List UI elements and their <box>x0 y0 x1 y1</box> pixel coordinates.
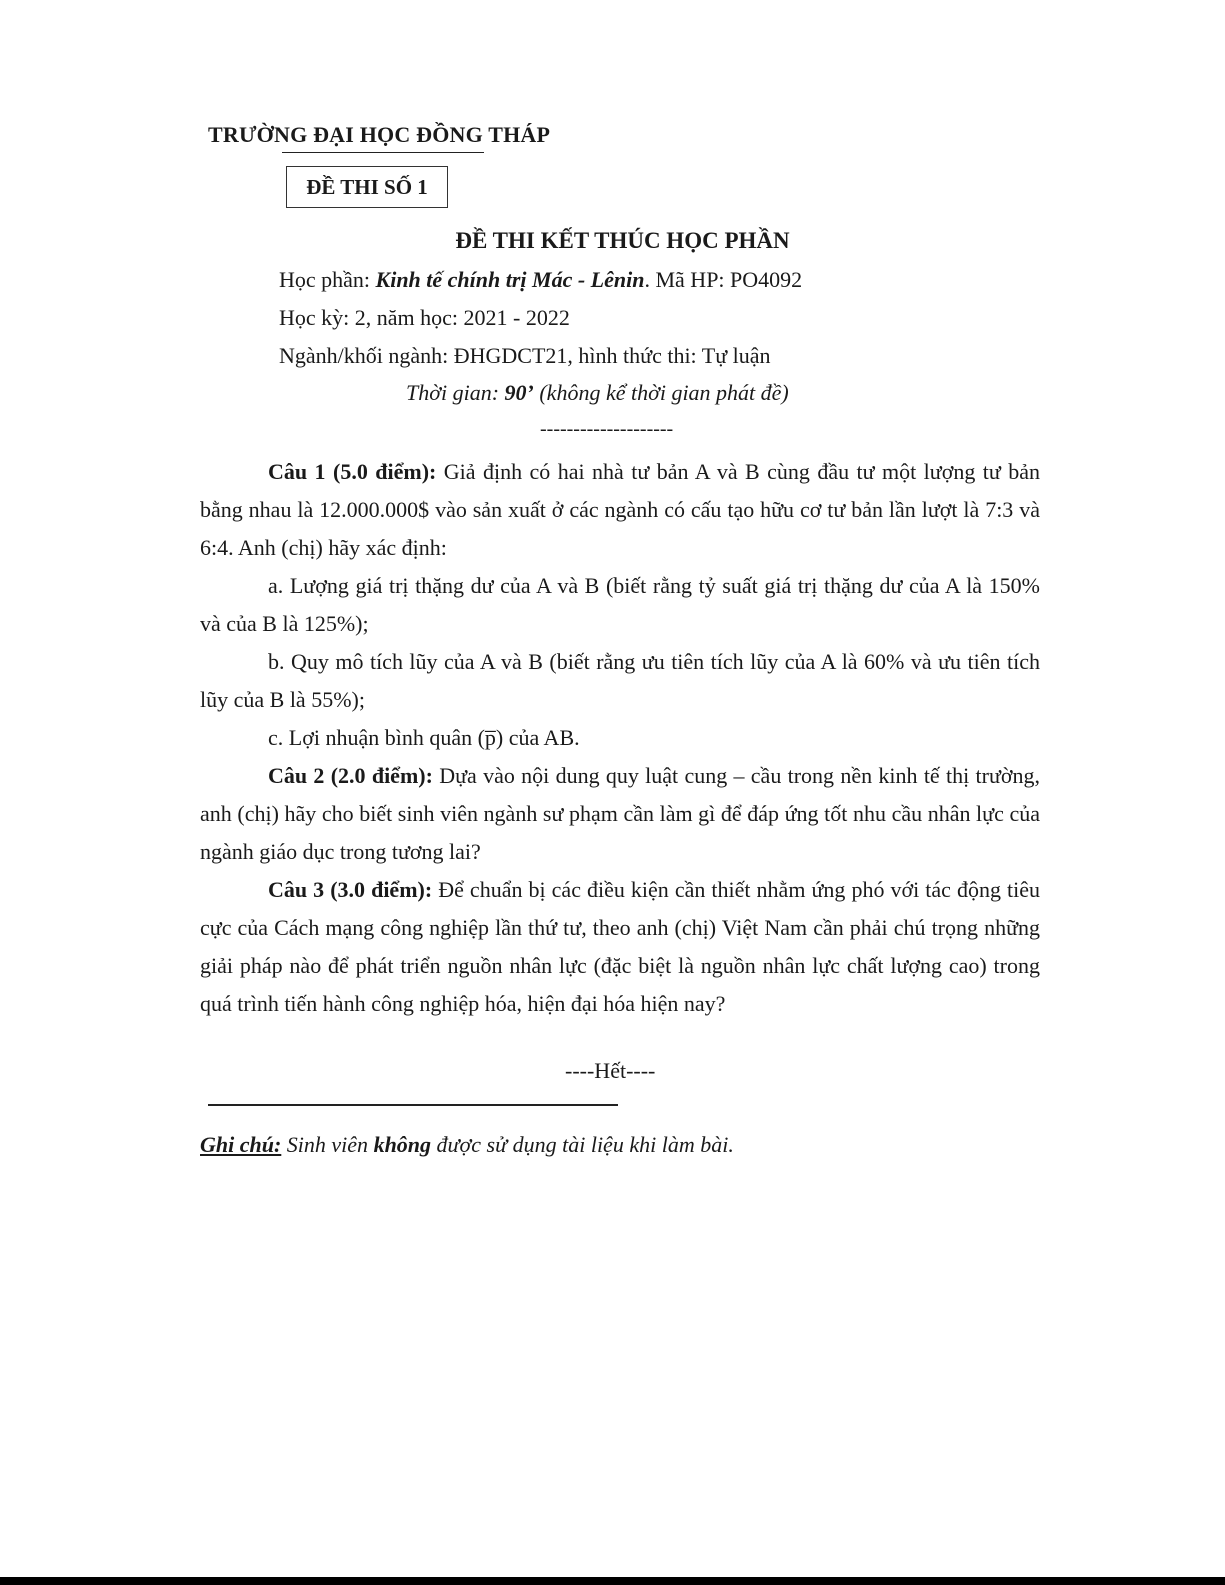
separator-line <box>208 1104 618 1106</box>
time-label: Thời gian: <box>406 380 505 405</box>
question-1c: c. Lợi nhuận bình quân (p̅) của AB. <box>268 725 580 750</box>
time-value: 90’ <box>504 380 534 405</box>
question-2-label: Câu 2 (2.0 điểm): <box>268 763 433 788</box>
question-1 <box>200 453 1040 567</box>
course-name: Kinh tế chính trị Mác - Lênin <box>375 267 645 292</box>
exam-heading: ĐỀ THI KẾT THÚC HỌC PHẦN <box>455 228 790 253</box>
question-3-text: Để chuẩn bị các điều kiện cần thiết nhằm ứng phó với tác động tiêu cực của Cách mạng công nghiệp lần thứ tư, theo anh (chị) Việt Nam cần phải chú trọng những giải pháp nào để phát triển nguồn nhân lực (đặc biệt là nguồn nhân lực chất lượng cao) trong quá trình tiến hành công nghiệp hóa, hiện đại hóa hiện nay? <box>200 877 1041 1016</box>
school-underline <box>282 152 484 153</box>
time-note: (không kể thời gian phát đề) <box>533 380 789 405</box>
question-2 <box>200 757 1040 871</box>
question-3-label: Câu 3 (3.0 điểm): <box>268 877 433 902</box>
question-1-label: Câu 1 (5.0 điểm): <box>268 459 437 484</box>
school-name: TRƯỜNG ĐẠI HỌC ĐỒNG THÁP <box>208 122 551 147</box>
note <box>200 1132 734 1158</box>
course-code: . Mã HP: PO4092 <box>644 267 803 292</box>
question-1b: b. Quy mô tích lũy của A và B (biết rằng ưu tiên tích lũy của A là 60% và ưu tiên tích lũy của B là 55%); <box>200 649 1040 712</box>
note-label: Ghi chú: <box>200 1132 282 1157</box>
question-2-text: Dựa vào nội dung quy luật cung – cầu trong nền kinh tế thị trường, anh (chị) hãy cho biết sinh viên ngành sư phạm cần làm gì để đáp ứng tốt nhu cầu nhân lực của ngành giáo dục trong tương lai? <box>200 763 1041 864</box>
end-marker: ----Hết---- <box>565 1058 656 1083</box>
semester-line: Học kỳ: 2, năm học: 2021 - 2022 <box>279 305 570 330</box>
course-line <box>279 267 802 293</box>
note-emphasis: không <box>373 1132 432 1157</box>
note-text-2: được sử dụng tài liệu khi làm bài. <box>431 1132 734 1157</box>
question-1-text: Giả định có hai nhà tư bản A và B cùng đầu tư một lượng tư bản bằng nhau là 12.000.000$ vào sản xuất ở các ngành có cấu tạo hữu cơ tư bản lần lượt là 7:3 và 6:4. Anh (chị) hãy xác định: <box>200 459 1041 560</box>
divider: -------------------- <box>540 418 674 440</box>
questions <box>200 453 1040 1023</box>
time-line <box>406 380 789 406</box>
scan-border <box>0 1577 1225 1585</box>
question-3 <box>200 871 1040 1023</box>
course-label: Học phần: <box>279 267 376 292</box>
question-1a: a. Lượng giá trị thặng dư của A và B (biết rằng tỷ suất giá trị thặng dư của A là 150% và của B là 125%); <box>200 573 1040 636</box>
major-line: Ngành/khối ngành: ĐHGDCT21, hình thức thi: Tự luận <box>279 343 771 368</box>
exam-number-box: ĐỀ THI SỐ 1 <box>286 166 448 208</box>
note-text-1: Sinh viên <box>281 1132 374 1157</box>
